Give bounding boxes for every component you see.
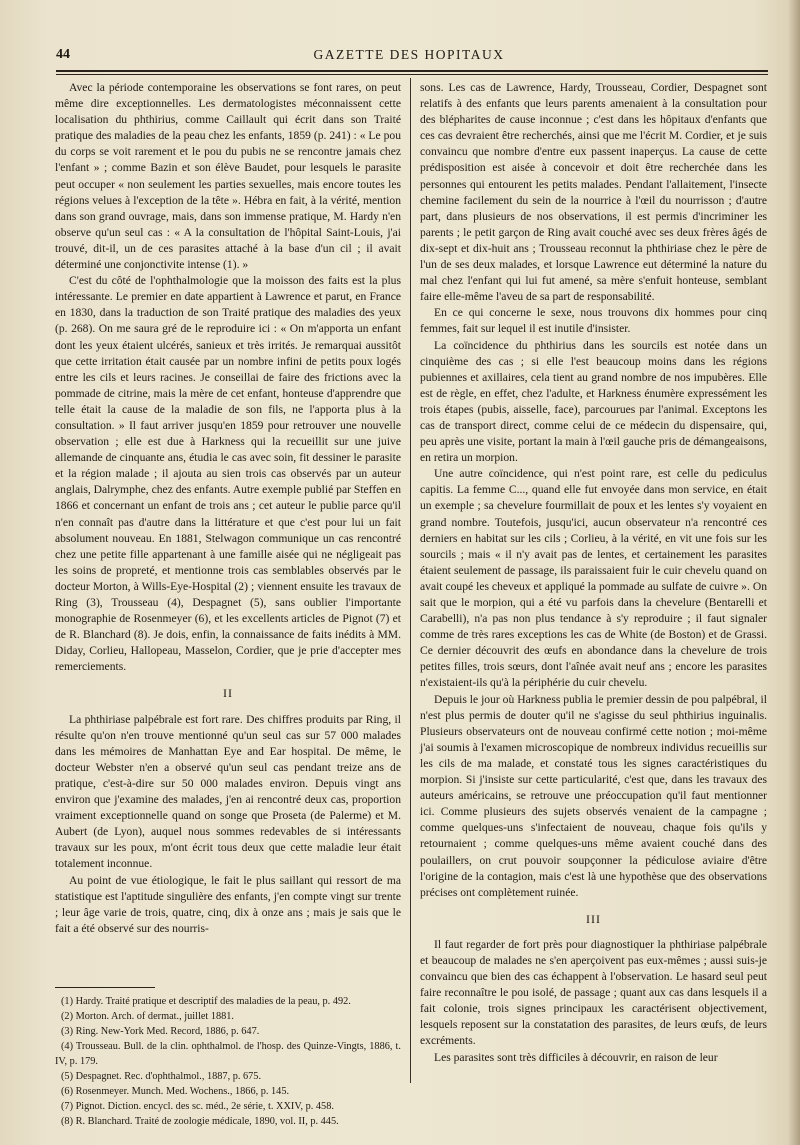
paragraph: C'est du côté de l'ophthalmologie que la moisson des faits est la plus intéressante. Le premier en date appartient à Lawrence et parut, en France en 1830, dans la traduction de son Traité pratique des maladies des yeux (p. 268). On me saura gré de le reproduire ici : « On m'apporta un enfant dont les yeux étaient ulcérés, sanieux et très irrités. Je remarquai aussitôt que cette irritation était causée par un nombre infini de petits poux logés entre les cils et leurs racines. Je conseillai de faire des frictions avec la pommade de citrine, mais la mère de cet enfant, honteuse d'apprendre que telle était la cause de la maladie de son fils, ne l'apporta plus à la consultation. » Il faut arriver jusqu'en 1859 pour retrouver une nouvelle observation ; elle est due à Harkness qui la recueillit sur une juive allemande de cinquante ans, étudia le cas avec soin, fit dessiner le parasite et la région malade ; il ajouta au sien trois cas observés par un auteur anglais, Dalrymphe, chez des enfants. Autre exemple publié par Steffen en 1866 et concernant un enfant de trois ans ; cet auteur le publie parce qu'il n'en connaît pas d'autre dans la littérature et que c'est pour lui un fait absolument nouveau. En 1881, Stelwagon communique un cas rencontré chez une petite fille appartenant à une famille aisée qui ne négligeait pas les soins de propreté, et mentionne trois cas semblables observés par le docteur Morton, à Wills-Eye-Hospital (2) ; viennent ensuite les travaux de Ring (3), Trousseau (4), Despagnet (5), sans oublier l'importante monographie de Rosenmeyer (6), et les excellents articles de Pignot (7) et de R. Blanchard (8). Je dois, enfin, la connaissance de faits inédits à MM. Diday, Corlieu, Hallopeau, Masselon, Cordier, que je prie d'accepter mes remerciements.: [55, 274, 401, 674]
paragraph: Depuis le jour où Harkness publia le premier dessin de pou palpébral, il n'est plus permis de douter qu'il ne s'agisse du seul phthirius inguinalis. Plusieurs observateurs ont de nouveau confirmé cette notion ; moi-même j'ai soumis à l'examen microscopique de nombreux individus recueillis sur les cils de ma malade, et constaté tous les signes caractéristiques du morpion. Si j'insiste sur cette particularité, c'est que, dans les travaux des auteurs américains, se retrouve une préoccupation qu'il faut mentionner ici. Comme plusieurs des sujets observés venaient de la campagne ; comme quelques-uns s'infectaient de nouveau, chaque fois qu'ils y retournaient ; comme quelques-uns même avaient couché dans des poulaillers, on crut pouvoir soupçonner la pédiculose aviaire d'être l'origine de la contagion, mais c'est là une hypothèse que des observations précises ont complètement ruinée.: [420, 692, 767, 899]
footnote-rule: [55, 987, 155, 988]
page-header: [52, 44, 766, 66]
paragraph: Avec la période contemporaine les observations se font rares, on peut même dire exceptionnelles. Les dermatologistes méconnaissent cette localisation du phthirius, comme Caillault qui écrit dans son Traité pratique des maladies de la peau chez les enfants, 1859 (p. 241) : « Le pou du corps se voit rarement et le pou du pubis ne se rencontre jamais chez l'enfant » ; comme Bazin et son élève Baudet, pour lesquels le parasite peut occuper « non seulement les parties sexuelles, mais encore toutes les régions velues à l'exception de la tête ». Hébra en fait, à la vérité, mention dans son grand ouvrage, mais, dans son immense pratique, M. Hardy n'en observe qu'un seul cas : « A la consultation de l'hôpital Saint-Louis, j'ai trouvé, dit-il, un de ces parasites attaché à la base d'un cil ; il avait déterminé une conjonctivite intense (1). »: [55, 81, 401, 272]
header-rule-thick: [56, 70, 768, 72]
footnotes-list: [55, 994, 401, 1129]
footnote: (6) Rosenmeyer. Munch. Med. Wochens., 1866, p. 145.: [61, 1085, 290, 1097]
footnote: (8) R. Blanchard. Traité de zoologie médicale, 1890, vol. II, p. 445.: [61, 1115, 339, 1127]
column-divider: [410, 78, 411, 1083]
footnote: (5) Despagnet. Rec. d'ophthalmol., 1887, p. 675.: [61, 1070, 262, 1082]
paragraph: sons. Les cas de Lawrence, Hardy, Trousseau, Cordier, Despagnet sont relatifs à des enfants que leurs parents amenaient à la consultation pour des blépharites de cause inconnue ; c'est dans les hôpitaux d'enfants que ces cas devraient être recherchés, ainsi que me l'écrit M. Cordier, et je suis convaincu que nombre d'entre eux passent inaperçus. La cause de cette prédisposition est aisée à concevoir et doit être recherchée dans les personnes qui entourent les petits malades. Pendant l'allaitement, l'insecte chemine facilement du sein de la nourrice à l'œil du nourrisson ; d'autre part, dans plusieurs de nos observations, il est permis d'incriminer les parents ; le petit garçon de Ring avait couché avec ses deux frères âgés de dix-sept et dix-huit ans ; Trousseau reconnut la phthiriase chez le père de l'un de ses deux malades, et lorsque Lawrence eut déterminé la nature du mal chez l'enfant qui lui fut amené, sa mère s'enfuit honteuse, semblant faire elle-même l'aveu de sa part de responsabilité.: [420, 81, 767, 304]
running-title: GAZETTE DES HOPITAUX: [313, 47, 505, 62]
section-heading: II: [223, 686, 233, 701]
footnote: (2) Morton. Arch. of dermat., juillet 1881.: [61, 1010, 235, 1022]
paragraph: La coïncidence du phthirius dans les sourcils est notée dans un cinquième des cas ; si elle l'est beaucoup moins dans les régions pubiennes et axillaires, cela tient au grand nombre de nos impubères. Elle est de règle, en effet, chez l'adulte, et Harkness énumère expressément les trois étapes (pubis, aisselle, face), parcourues par l'animal. Exceptons les cas de transport direct, comme celui de ce médecin du dispensaire, qui, peu après une visite, portant la main à l'œil gauche pris de démangeaisons, en retira un morpion.: [420, 338, 767, 465]
footnote: (1) Hardy. Traité pratique et descriptif des maladies de la peau, p. 492.: [61, 995, 351, 1007]
footnote: (7) Pignot. Diction. encycl. des sc. méd., 2e série, t. XXIV, p. 458.: [61, 1100, 334, 1112]
paragraph: Au point de vue étiologique, le fait le plus saillant qui ressort de ma statistique est l'aptitude singulière des enfants, j'en compte vingt sur trente ; leur âge varie de trois, quatre, cinq, dix à onze ans ; mais je sais que le fait a été observé sur des nourris-: [55, 873, 401, 935]
paragraph: En ce qui concerne le sexe, nous trouvons dix hommes pour cinq femmes, fait sur lequel il est inutile d'insister.: [420, 306, 767, 336]
left-column: [55, 80, 401, 1129]
paragraph: La phthiriase palpébrale est fort rare. Des chiffres produits par Ring, il résulte qu'on n'en trouve mentionné qu'un seul cas sur 57 000 malades dans les mémoires de Manhattan Eye and Ear hospital. De même, le docteur Webster n'en a observé qu'un seul cas pendant treize ans de pratique, c'est-à-dire sur 50 000 malades environ. Depuis vingt ans environ que j'examine des malades, j'en ai rencontré deux cas, proportion vraiment exceptionnelle quand on songe que Proseta (de Palerme) et M. Aubert (de Lyon), auquel nous sommes redevables de si intéressants travaux sur les poux, m'ont écrit tous deux que cette maladie leur était totalement inconnue.: [55, 712, 401, 871]
page-edge-shadow: [788, 0, 800, 1145]
paragraph: Les parasites sont très difficiles à découvrir, en raison de leur: [434, 1050, 718, 1064]
right-column: [420, 80, 767, 1066]
paragraph: Il faut regarder de fort près pour diagnostiquer la phthiriase palpébrale et beaucoup de malades ne s'en aperçoivent pas eux-mêmes ; aussi suis-je convaincu que bien des cas échappent à l'observation. Le hasard seul peut faire reconnaître le pou isolé, de passage ; quant aux cas dans lesquels il a fait colonie, trois signes principaux les caractérisent objectivement, lesquels reposent sur la constatation des parasites, de leurs œufs, de leurs excréments.: [420, 937, 767, 1048]
footnote: (3) Ring. New-York Med. Record, 1886, p. 647.: [61, 1025, 260, 1037]
footnote: (4) Trousseau. Bull. de la clin. ophthalmol. de l'hosp. des Quinze-Vingts, 1886, t. IV, p. 179.: [55, 1040, 401, 1067]
section-heading: III: [586, 911, 601, 926]
header-rule-thin: [56, 74, 768, 75]
paragraph: Une autre coïncidence, qui n'est point rare, est celle du pediculus capitis. La femme C..., quand elle fut envoyée dans mon service, en était un exemple ; sa chevelure fourmillait de poux et les lentes s'y voyaient en grand nombre. Toutefois, jusqu'ici, aucun observateur n'a rencontré ces derniers en habitat sur les cils ; Corlieu, à la vérité, en vit une fois sur les sourcils ; mais « il n'y avait pas de lentes, et certainement les parasites étaient seulement de passage, ils paraissaient fuir le cuir chevelu quand on avait coupé les cheveux et appliqué la pommade au sulfate de cuivre ». On sait que le morpion, qui a été vu parfois dans la chevelure (Bentarelli et Carabelli), n'a pas non plus tendance à s'y reproduire ; il faut signaler comme de très rares exceptions les cas de White (de Boston) et de Grassi. Ce dernier découvrit des œufs en abondance dans la chevelure de trois petites filles, trois sœurs, dont l'aînée avait neuf ans ; encore les parasites n'existaient-ils qu'à la périphérie du cuir chevelu.: [420, 467, 767, 690]
page-number: 44: [56, 47, 70, 62]
